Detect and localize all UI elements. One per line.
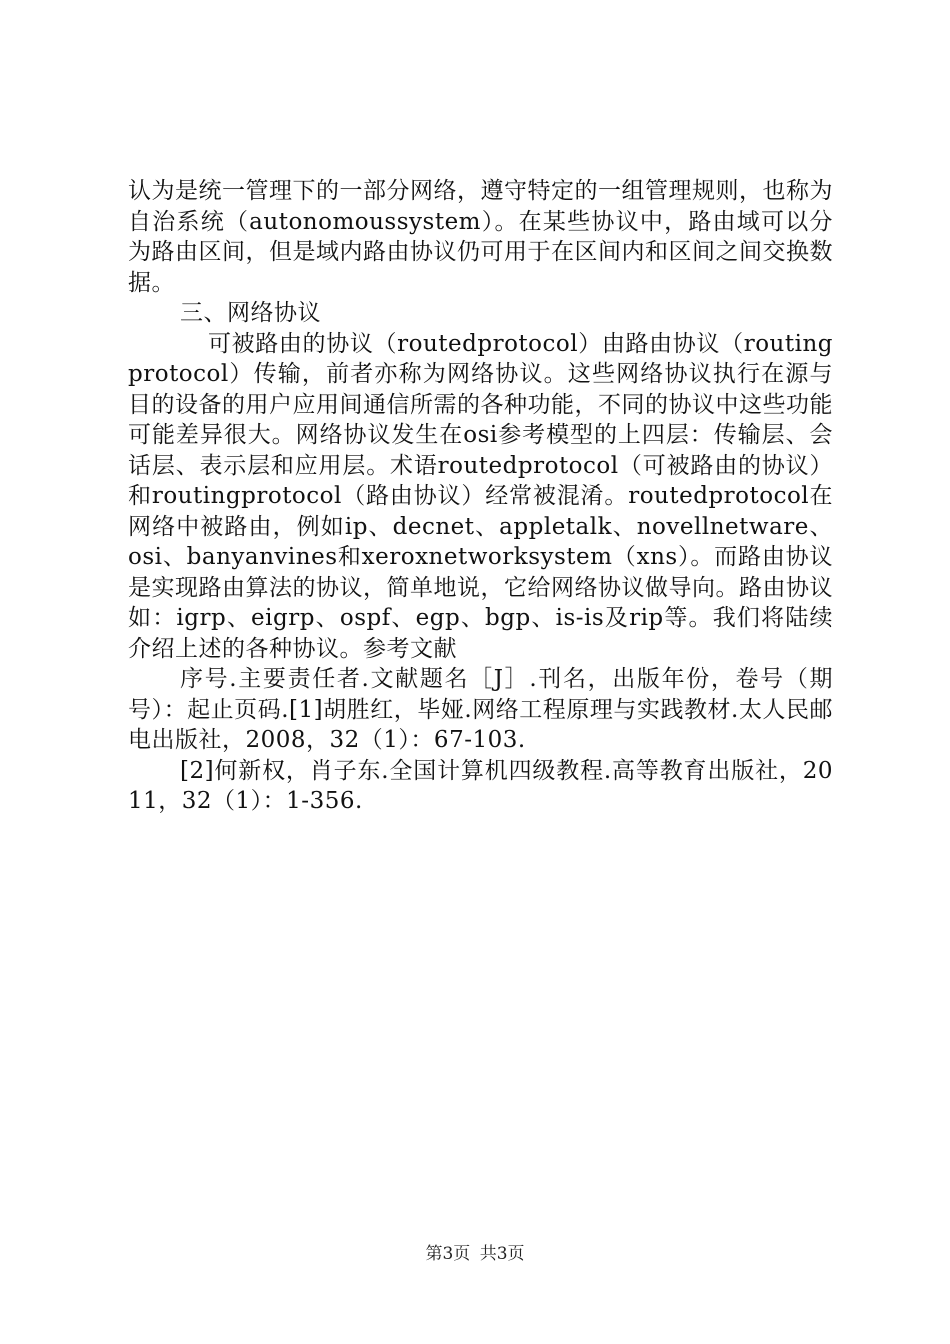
page-number: 第3页 — [425, 1244, 471, 1264]
paragraph-network-protocols: 可被路由的协议（routedprotocol）由路由协议（routingprotocol）传输，前者亦称为网络协议。这些网络协议执行在源与目的设备的用户应用间通信所需的各种功能，不同的协议中这些功能可能差异很大。网络协议发生在osi参考模型的上四层：传输层、会话层、表示层和应用层。术语routedprotocol（可被路由的协议）和routingprotocol（路由协议）经常被混淆。routedprotocol在网络中被路由，例如ip、decnet、appletalk、novellnetware、osi、banyanvines和xeroxnetworksystem（xns）。而路由协议是实现路由算法的协议，简单地说，它给网络协议做导向。路由协议如：igrp、eigrp、ospf、egp、bgp、is-is及rip等。我们将陆续介绍上述的各种协议。参考文献 — [128, 330, 833, 662]
paragraph-continuation: 认为是统一管理下的一部分网络，遵守特定的一组管理规则，也称为自治系统（autonomoussystem）。在某些协议中，路由域可以分为路由区间，但是域内路由协议仍可用于在区间内和区间之间交换数据。 — [128, 178, 833, 296]
page-footer — [0, 1243, 950, 1265]
section-heading: 三、网络协议 — [180, 300, 321, 326]
reference-format-and-ref1: 序号.主要责任者.文献题名［J］.刊名，出版年份，卷号（期号）：起止页码.[1]胡胜红，毕娅.网络工程原理与实践教材.太人民邮电出版社，2008，32（1）：67-103. — [128, 666, 833, 753]
document-body — [128, 176, 833, 817]
page-total: 共3页 — [479, 1244, 525, 1264]
reference-2: [2]何新权，肖子东.全国计算机四级教程.高等教育出版社，2011，32（1）：1-356. — [128, 757, 833, 814]
